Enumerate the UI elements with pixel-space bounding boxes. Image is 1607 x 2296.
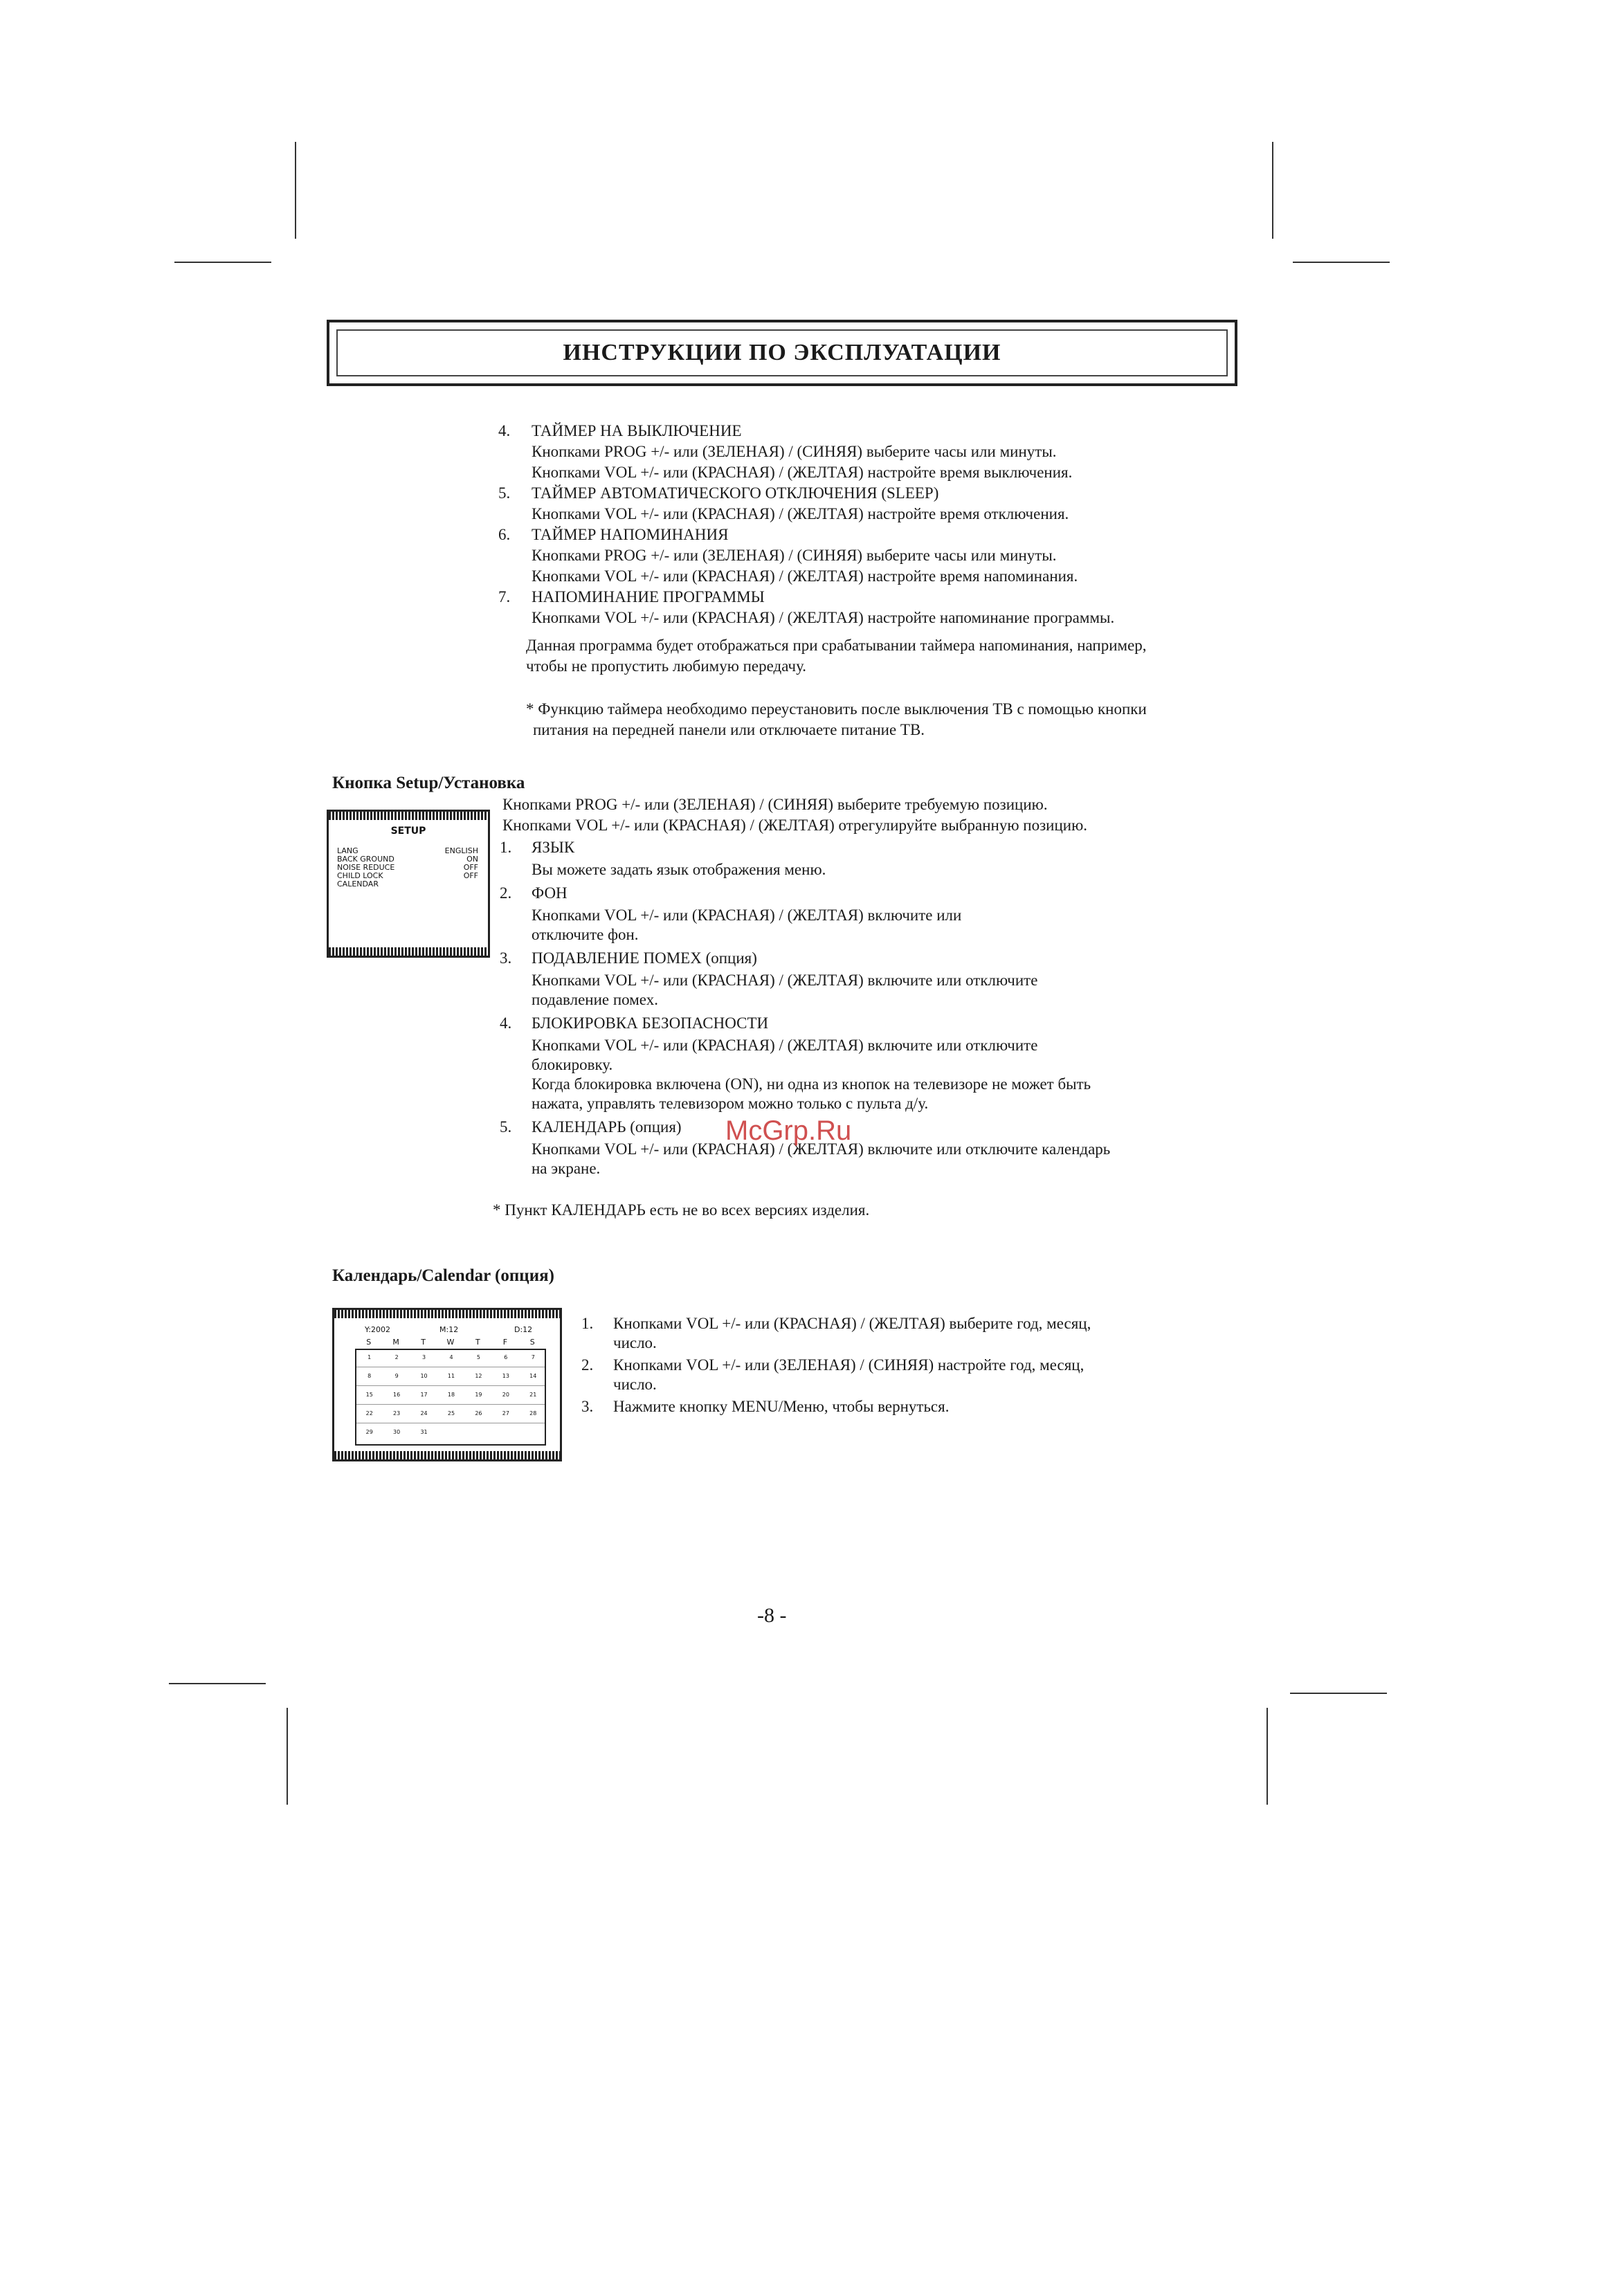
calendar-date-cell: 18	[447, 1392, 455, 1398]
calendar-date-cell: 15	[365, 1392, 373, 1398]
calendar-date-cell: 2	[394, 1354, 399, 1360]
calendar-date-cell: 24	[420, 1410, 428, 1416]
calendar-date-cell: 22	[365, 1410, 373, 1416]
calendar-item-line: число.	[613, 1376, 657, 1393]
calendar-weekday: W	[446, 1338, 455, 1347]
setup-item-line: блокировку.	[532, 1056, 613, 1073]
calendar-item-number: 3.	[581, 1398, 594, 1415]
calendar-date-cell: 10	[420, 1373, 428, 1379]
calendar-date-cell: 28	[529, 1410, 537, 1416]
list-line: Кнопками VOL +/- или (КРАСНАЯ) / (ЖЕЛТАЯ) настройте напоминание программы.	[532, 609, 1115, 626]
calendar-row-divider	[356, 1385, 545, 1386]
calendar-month: M:12	[439, 1325, 459, 1334]
crop-mark	[287, 1708, 288, 1805]
page-title: ИНСТРУКЦИИ ПО ЭКСПЛУАТАЦИИ	[563, 340, 1001, 365]
crop-mark	[1293, 262, 1390, 263]
setup-item-number: 2.	[500, 884, 512, 902]
calendar-heading: Календарь/Calendar (опция)	[332, 1266, 554, 1285]
setup-item-line: Когда блокировка включена (ON), ни одна из кнопок на телевизоре не может быть	[532, 1075, 1091, 1093]
list-line: Кнопками VOL +/- или (КРАСНАЯ) / (ЖЕЛТАЯ) настройте время отключения.	[532, 505, 1069, 522]
setup-item-line: Кнопками VOL +/- или (КРАСНАЯ) / (ЖЕЛТАЯ) включите или отключите календарь	[532, 1140, 1111, 1158]
osd-row-value: ON	[466, 855, 478, 864]
calendar-date-cell: 19	[475, 1392, 482, 1398]
calendar-year: Y:2002	[365, 1325, 390, 1334]
intro-line: Кнопками VOL +/- или (КРАСНАЯ) / (ЖЕЛТАЯ) отрегулируйте выбранную позицию.	[502, 817, 1088, 834]
crop-mark	[1266, 1708, 1268, 1805]
setup-item-title: ФОН	[532, 884, 568, 902]
list-number: 4.	[498, 422, 511, 439]
list-number: 7.	[498, 588, 511, 605]
calendar-grid	[355, 1349, 546, 1446]
calendar-item-number: 2.	[581, 1356, 594, 1374]
crop-mark	[169, 1683, 266, 1684]
setup-heading: Кнопка Setup/Установка	[332, 774, 525, 792]
setup-footnote: * Пункт КАЛЕНДАРЬ есть не во всех версиях изделия.	[493, 1201, 870, 1219]
intro-line: Кнопками PROG +/- или (ЗЕЛЕНАЯ) / (СИНЯЯ) выберите требуемую позицию.	[502, 796, 1048, 813]
calendar-date-cell: 14	[529, 1373, 537, 1379]
calendar-date-cell: 21	[529, 1392, 537, 1398]
calendar-item-line: Нажмите кнопку MENU/Меню, чтобы вернуться.	[613, 1398, 950, 1415]
list-line: Кнопками VOL +/- или (КРАСНАЯ) / (ЖЕЛТАЯ) настройте время выключения.	[532, 464, 1073, 481]
crop-mark	[174, 262, 271, 263]
timer-footnote	[526, 699, 1147, 740]
calendar-day: D:12	[514, 1325, 533, 1334]
setup-osd	[327, 810, 490, 958]
crop-mark	[1290, 1693, 1387, 1694]
list-title: ТАЙМЕР НА ВЫКЛЮЧЕНИЕ	[532, 422, 742, 439]
list-number: 6.	[498, 526, 511, 543]
setup-item-number: 5.	[500, 1118, 512, 1136]
osd-row-value: ENGLISH	[444, 846, 478, 855]
watermark: McGrp.Ru	[725, 1115, 852, 1146]
calendar-date-cell: 27	[502, 1410, 509, 1416]
calendar-date-cell: 29	[365, 1429, 373, 1435]
calendar-item-line: число.	[613, 1334, 657, 1351]
calendar-weekday: T	[421, 1338, 426, 1347]
list-line: Кнопками PROG +/- или (ЗЕЛЕНАЯ) / (СИНЯЯ) выберите часы или минуты.	[532, 443, 1057, 460]
calendar-date-cell: 6	[504, 1354, 508, 1360]
calendar-item-line: Кнопками VOL +/- или (ЗЕЛЕНАЯ) / (СИНЯЯ) настройте год, месяц,	[613, 1356, 1084, 1374]
osd-row-label: LANG	[337, 846, 358, 855]
osd-row-label: NOISE REDUCE	[337, 863, 395, 872]
calendar-date-cell: 7	[531, 1354, 535, 1360]
calendar-date-cell: 8	[367, 1373, 372, 1379]
reminder-note	[526, 635, 1147, 677]
calendar-date-cell: 9	[394, 1373, 399, 1379]
setup-item-title: ПОДАВЛЕНИЕ ПОМЕХ (опция)	[532, 949, 757, 967]
crop-mark	[295, 142, 296, 239]
setup-item-line: отключите фон.	[532, 926, 639, 943]
setup-intro	[502, 794, 1087, 836]
calendar-date-cell: 4	[449, 1354, 453, 1360]
setup-item-line: Вы можете задать язык отображения меню.	[532, 861, 826, 878]
calendar-date-cell: 20	[502, 1392, 509, 1398]
osd-row-value: OFF	[463, 863, 478, 872]
list-number: 5.	[498, 484, 511, 502]
calendar-date-cell: 23	[393, 1410, 401, 1416]
calendar-weekday: M	[392, 1338, 399, 1347]
calendar-date-cell: 31	[420, 1429, 428, 1435]
calendar-date-cell: 3	[422, 1354, 426, 1360]
list-title: ТАЙМЕР АВТОМАТИЧЕСКОГО ОТКЛЮЧЕНИЯ (SLEEP)	[532, 484, 939, 502]
calendar-date-cell: 1	[367, 1354, 372, 1360]
calendar-weekday: T	[475, 1338, 480, 1347]
page-number: -8 -	[757, 1604, 787, 1627]
osd-row-label: BACK GROUND	[337, 855, 394, 864]
osd-title: SETUP	[390, 826, 426, 837]
header-frame	[327, 320, 1237, 386]
calendar-date-cell: 30	[393, 1429, 401, 1435]
footnote-line: * Функцию таймера необходимо переустановить после выключения ТВ с помощью кнопки	[526, 700, 1147, 718]
calendar-weekday: S	[366, 1338, 372, 1347]
osd-top-bar	[329, 812, 488, 820]
calendar-date-cell: 12	[475, 1373, 482, 1379]
setup-item-title: БЛОКИРОВКА БЕЗОПАСНОСТИ	[532, 1014, 769, 1032]
calendar-date-cell: 26	[475, 1410, 482, 1416]
note-line: Данная программа будет отображаться при срабатывании таймера напоминания, например,	[526, 637, 1147, 654]
setup-item-line: Кнопками VOL +/- или (КРАСНАЯ) / (ЖЕЛТАЯ) включите или отключите	[532, 1037, 1038, 1054]
header-inner-frame	[336, 329, 1228, 376]
osd-row-value: OFF	[463, 871, 478, 880]
list-line: Кнопками VOL +/- или (КРАСНАЯ) / (ЖЕЛТАЯ) настройте время напоминания.	[532, 567, 1078, 585]
calendar-date-cell: 25	[447, 1410, 455, 1416]
setup-item-number: 3.	[500, 949, 512, 967]
calendar-weekday: F	[502, 1338, 508, 1347]
setup-item-line: на экране.	[532, 1160, 601, 1177]
osd-row-label: CHILD LOCK	[337, 871, 383, 880]
calendar-weekday: S	[529, 1338, 535, 1347]
setup-item-number: 4.	[500, 1014, 512, 1032]
footnote-line: питания на передней панели или отключаете питание ТВ.	[533, 721, 925, 738]
osd-bottom-bar	[329, 947, 488, 956]
list-title: ТАЙМЕР НАПОМИНАНИЯ	[532, 526, 729, 543]
setup-item-title: ЯЗЫК	[532, 839, 575, 856]
crop-mark	[1272, 142, 1273, 239]
osd-bottom-bar	[334, 1451, 560, 1459]
setup-item-line: Кнопками VOL +/- или (КРАСНАЯ) / (ЖЕЛТАЯ) включите или отключите	[532, 972, 1038, 989]
setup-item-line: нажата, управлять телевизором можно только с пульта д/у.	[532, 1095, 929, 1112]
calendar-row-divider	[356, 1404, 545, 1405]
calendar-date-cell: 17	[420, 1392, 428, 1398]
osd-row-label: CALENDAR	[337, 880, 379, 889]
list-title: НАПОМИНАНИЕ ПРОГРАММЫ	[532, 588, 765, 605]
calendar-date-cell: 13	[502, 1373, 509, 1379]
calendar-osd	[332, 1308, 562, 1461]
calendar-item-line: Кнопками VOL +/- или (КРАСНАЯ) / (ЖЕЛТАЯ) выберите год, месяц,	[613, 1315, 1091, 1332]
setup-item-title: КАЛЕНДАРЬ (опция)	[532, 1118, 682, 1136]
calendar-date-cell: 16	[393, 1392, 401, 1398]
setup-item-line: Кнопками VOL +/- или (КРАСНАЯ) / (ЖЕЛТАЯ) включите или	[532, 906, 962, 924]
setup-item-line: подавление помех.	[532, 991, 658, 1008]
calendar-item-number: 1.	[581, 1315, 594, 1332]
list-line: Кнопками PROG +/- или (ЗЕЛЕНАЯ) / (СИНЯЯ) выберите часы или минуты.	[532, 547, 1057, 564]
calendar-date-cell: 11	[447, 1373, 455, 1379]
setup-item-number: 1.	[500, 839, 512, 856]
note-line: чтобы не пропустить любимую передачу.	[526, 657, 807, 675]
calendar-date-cell: 5	[476, 1354, 480, 1360]
